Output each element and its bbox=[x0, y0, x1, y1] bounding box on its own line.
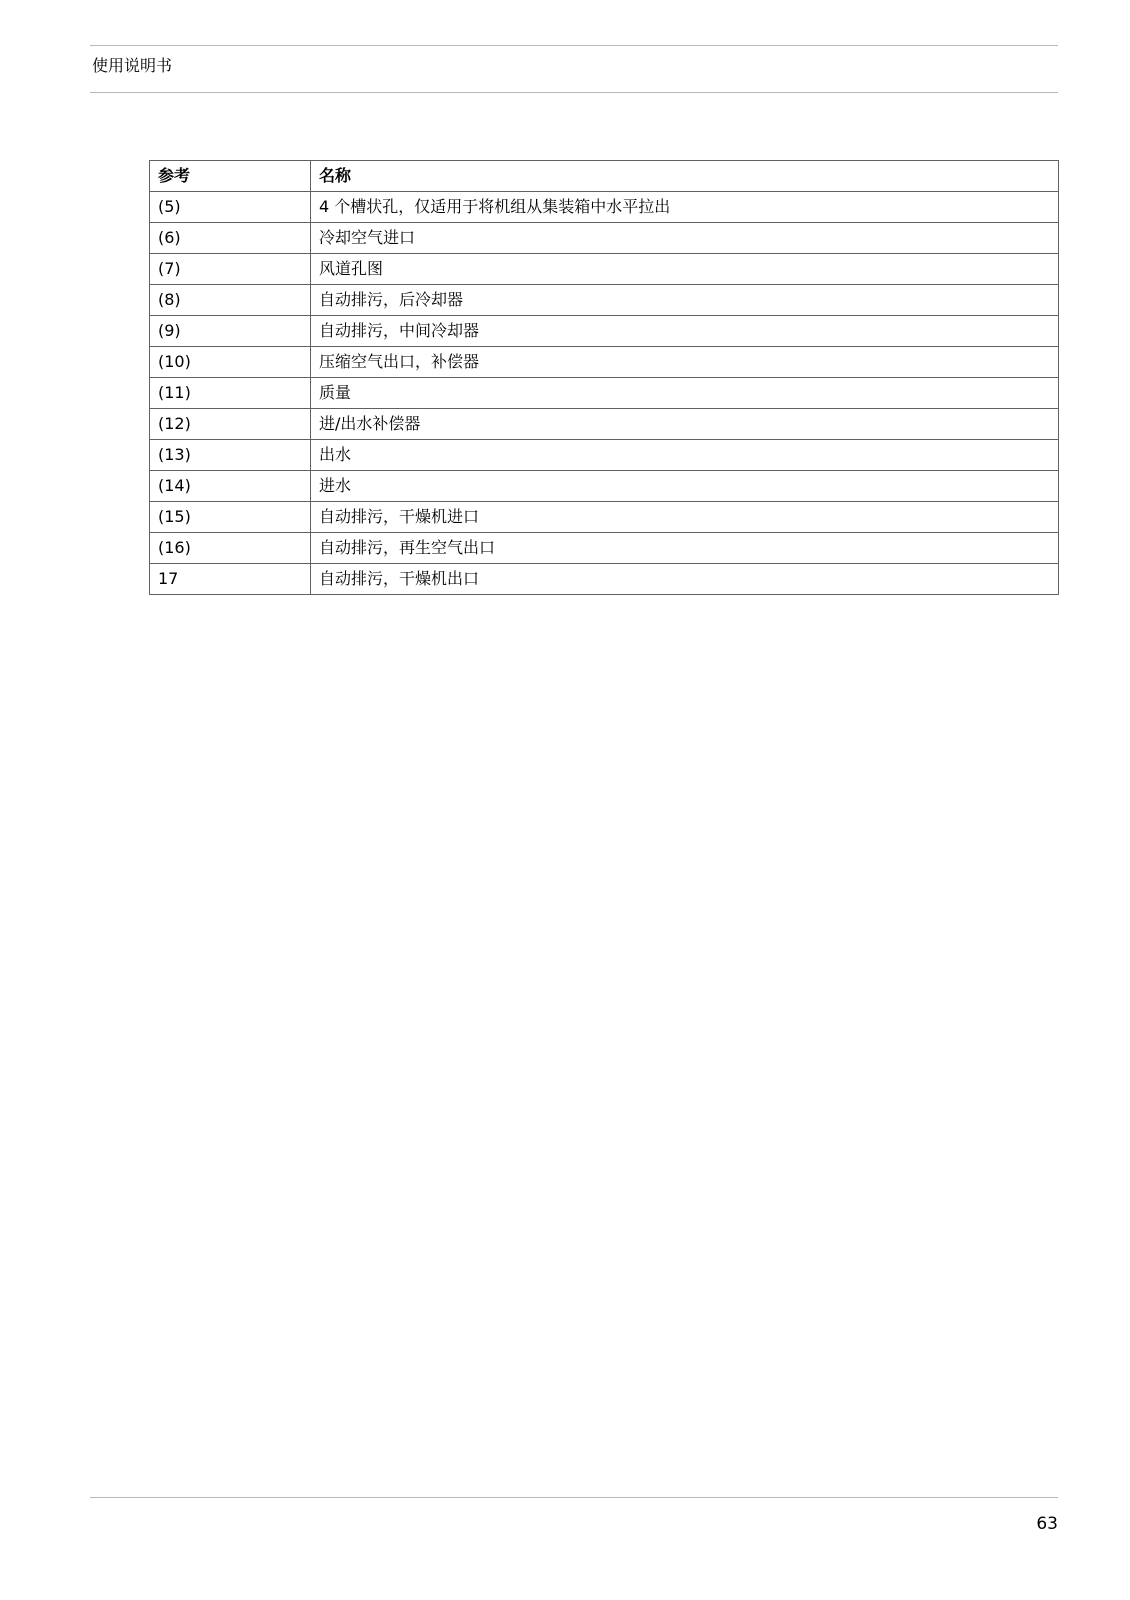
table-row bbox=[150, 285, 1059, 316]
cell-name: 自动排污，再生空气出口 bbox=[311, 533, 1059, 564]
table-row bbox=[150, 378, 1059, 409]
cell-name: 进水 bbox=[311, 471, 1059, 502]
table-row bbox=[150, 564, 1059, 595]
cell-ref: (15) bbox=[150, 502, 311, 533]
cell-name: 风道孔图 bbox=[311, 254, 1059, 285]
cell-ref: (12) bbox=[150, 409, 311, 440]
table-row bbox=[150, 192, 1059, 223]
cell-ref: (11) bbox=[150, 378, 311, 409]
table-row bbox=[150, 316, 1059, 347]
cell-ref: (6) bbox=[150, 223, 311, 254]
header-bottom-rule bbox=[90, 92, 1058, 93]
table-row bbox=[150, 502, 1059, 533]
cell-name: 进/出水补偿器 bbox=[311, 409, 1059, 440]
column-header-ref: 参考 bbox=[150, 161, 311, 192]
cell-name: 自动排污，干燥机出口 bbox=[311, 564, 1059, 595]
footer-rule bbox=[90, 1497, 1058, 1498]
cell-name: 压缩空气出口，补偿器 bbox=[311, 347, 1059, 378]
table-row bbox=[150, 223, 1059, 254]
cell-name: 出水 bbox=[311, 440, 1059, 471]
table-row bbox=[150, 440, 1059, 471]
cell-name: 自动排污，中间冷却器 bbox=[311, 316, 1059, 347]
table-row bbox=[150, 471, 1059, 502]
table-row bbox=[150, 409, 1059, 440]
cell-name: 4 个槽状孔，仅适用于将机组从集装箱中水平拉出 bbox=[311, 192, 1059, 223]
cell-ref: 17 bbox=[150, 564, 311, 595]
table-row bbox=[150, 533, 1059, 564]
cell-name: 自动排污，干燥机进口 bbox=[311, 502, 1059, 533]
header-title: 使用说明书 bbox=[92, 56, 173, 75]
cell-ref: (13) bbox=[150, 440, 311, 471]
cell-ref: (14) bbox=[150, 471, 311, 502]
cell-ref: (7) bbox=[150, 254, 311, 285]
page-number: 63 bbox=[1036, 1514, 1058, 1534]
column-header-name: 名称 bbox=[311, 161, 1059, 192]
cell-name: 冷却空气进口 bbox=[311, 223, 1059, 254]
cell-ref: (8) bbox=[150, 285, 311, 316]
header-top-rule bbox=[90, 45, 1058, 46]
cell-name: 质量 bbox=[311, 378, 1059, 409]
table-header-row bbox=[150, 161, 1059, 192]
cell-ref: (16) bbox=[150, 533, 311, 564]
cell-name: 自动排污，后冷却器 bbox=[311, 285, 1059, 316]
table-row bbox=[150, 347, 1059, 378]
table-row bbox=[150, 254, 1059, 285]
cell-ref: (9) bbox=[150, 316, 311, 347]
cell-ref: (5) bbox=[150, 192, 311, 223]
cell-ref: (10) bbox=[150, 347, 311, 378]
reference-table bbox=[149, 160, 1059, 595]
